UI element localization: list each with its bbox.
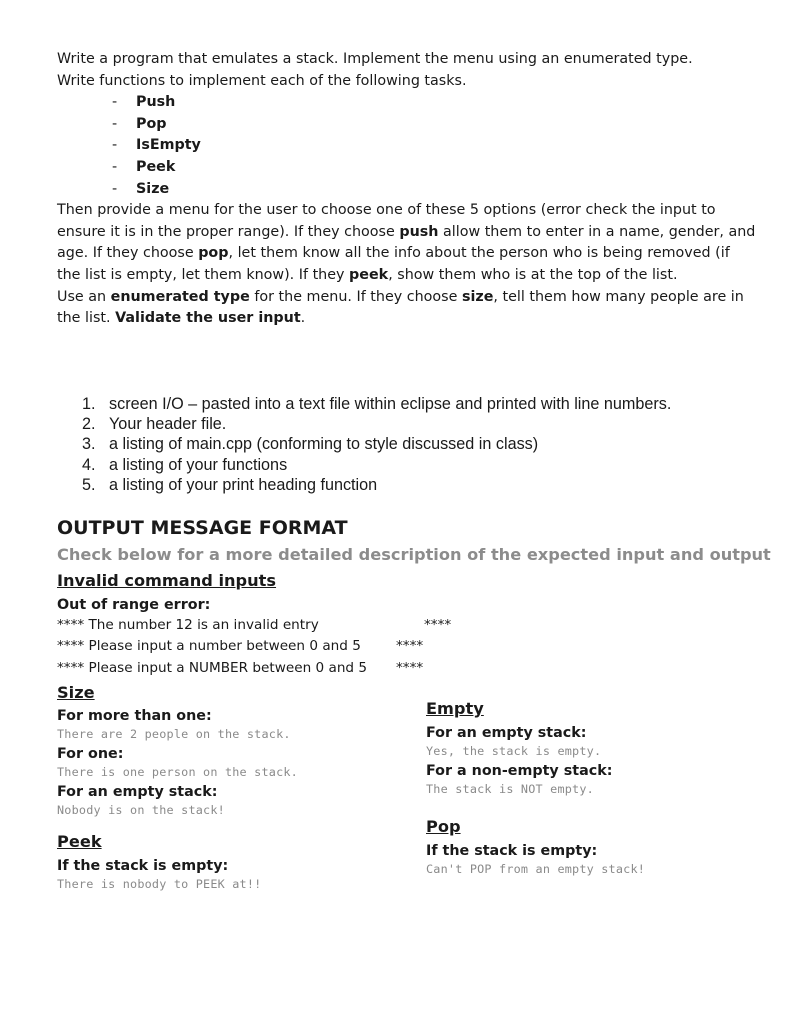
assignment-intro <box>57 49 757 330</box>
error-line <box>57 615 452 636</box>
task-label: IsEmpty <box>136 137 201 154</box>
item-number: 3. <box>82 435 96 454</box>
empty-empty-message: Yes, the stack is empty. <box>426 744 602 758</box>
bullet-dash: - <box>112 115 118 132</box>
para-text: for the menu. If they choose <box>249 288 462 305</box>
error-tail: **** <box>396 638 424 655</box>
bullet-dash: - <box>112 94 118 111</box>
size-more-label: For more than one: <box>57 708 212 724</box>
pop-keyword: pop <box>198 245 229 262</box>
intro-line-2: Write functions to implement each of the following tasks. <box>57 72 467 89</box>
task-item <box>57 92 757 114</box>
para-text: Then provide a menu for the user to choose one of these 5 options (error check the input to ensure it is in the proper range). If they choose <box>57 202 716 240</box>
task-list <box>57 92 757 200</box>
para-text: Use an <box>57 288 111 305</box>
error-line <box>57 658 424 679</box>
para-text: allow them to enter in a name, gender, and age. If they choose <box>57 223 756 262</box>
peek-empty-message: There is nobody to PEEK at!! <box>57 877 262 891</box>
list-item <box>82 455 671 475</box>
size-keyword: size <box>461 288 494 305</box>
size-one-label: For one: <box>57 746 124 762</box>
pop-empty-message: Can't POP from an empty stack! <box>426 862 646 876</box>
item-number: 1. <box>82 395 96 413</box>
para-text: , show them who is at the top of the list. <box>388 266 678 283</box>
pop-heading: Pop <box>426 817 461 836</box>
task-label: Push <box>136 94 176 111</box>
error-line <box>57 636 424 657</box>
bullet-dash: - <box>112 158 118 175</box>
invalid-commands-heading: Invalid command inputs <box>57 571 277 590</box>
para-text: , let them know all the info about the person who is being removed (if the list is empty, let them know). If they <box>57 245 730 283</box>
task-label: Pop <box>136 115 167 132</box>
list-item <box>82 475 671 495</box>
para-text: , tell them how many people are in the list. <box>57 288 744 327</box>
list-item <box>82 414 671 434</box>
item-number: 2. <box>82 415 96 434</box>
para-text: . <box>300 310 306 327</box>
instructions-paragraph <box>57 200 757 286</box>
peek-heading: Peek <box>57 832 102 851</box>
bullet-dash: - <box>112 180 118 197</box>
list-item <box>82 434 671 454</box>
empty-nonempty-label: For a non-empty stack: <box>426 763 613 779</box>
task-item <box>57 157 757 179</box>
list-item <box>82 394 671 414</box>
peek-empty-label: If the stack is empty: <box>57 858 229 874</box>
size-empty-message: Nobody is on the stack! <box>57 803 225 817</box>
validate-keyword: Validate the user input <box>115 310 301 327</box>
peek-keyword: peek <box>349 266 389 283</box>
item-text: a listing of your functions <box>109 455 288 474</box>
item-text: Your header file. <box>109 415 227 434</box>
error-tail: **** <box>396 659 424 676</box>
error-text: **** Please input a number between 0 and 5 <box>57 638 361 655</box>
empty-nonempty-message: The stack is NOT empty. <box>426 782 594 796</box>
out-of-range-label: Out of range error: <box>57 597 211 613</box>
item-text: a listing of your print heading function <box>109 475 378 494</box>
size-empty-label: For an empty stack: <box>57 784 218 800</box>
intro-line-1: Write a program that emulates a stack. Implement the menu using an enumerated type. <box>57 51 693 67</box>
size-one-message: There is one person on the stack. <box>57 765 298 779</box>
size-heading: Size <box>57 683 95 702</box>
item-text: screen I/O – pasted into a text file within eclipse and printed with line numbers. <box>109 395 672 413</box>
output-format-heading: OUTPUT MESSAGE FORMAT <box>57 517 348 539</box>
pop-empty-label: If the stack is empty: <box>426 843 598 859</box>
task-item <box>57 114 757 136</box>
empty-heading: Empty <box>426 699 484 718</box>
task-item <box>57 179 757 201</box>
empty-empty-label: For an empty stack: <box>426 725 587 741</box>
task-label: Size <box>136 180 170 197</box>
deliverables-list <box>82 394 671 495</box>
error-text: **** The number 12 is an invalid entry <box>57 617 319 633</box>
item-number: 4. <box>82 455 96 474</box>
error-text: **** Please input a NUMBER between 0 and 5 <box>57 659 368 676</box>
error-tail: **** <box>424 617 452 633</box>
push-keyword: push <box>399 223 439 240</box>
item-text: a listing of main.cpp (conforming to style discussed in class) <box>109 435 539 454</box>
item-number: 5. <box>82 475 96 494</box>
check-below-subheading: Check below for a more detailed description of the expected input and output <box>57 545 771 564</box>
task-label: Peek <box>136 158 176 175</box>
out-of-range-block <box>57 596 452 679</box>
menu-paragraph <box>57 287 757 330</box>
bullet-dash: - <box>112 137 118 154</box>
task-item <box>57 135 757 157</box>
size-more-message: There are 2 people on the stack. <box>57 727 291 741</box>
enum-keyword: enumerated type <box>110 288 250 305</box>
